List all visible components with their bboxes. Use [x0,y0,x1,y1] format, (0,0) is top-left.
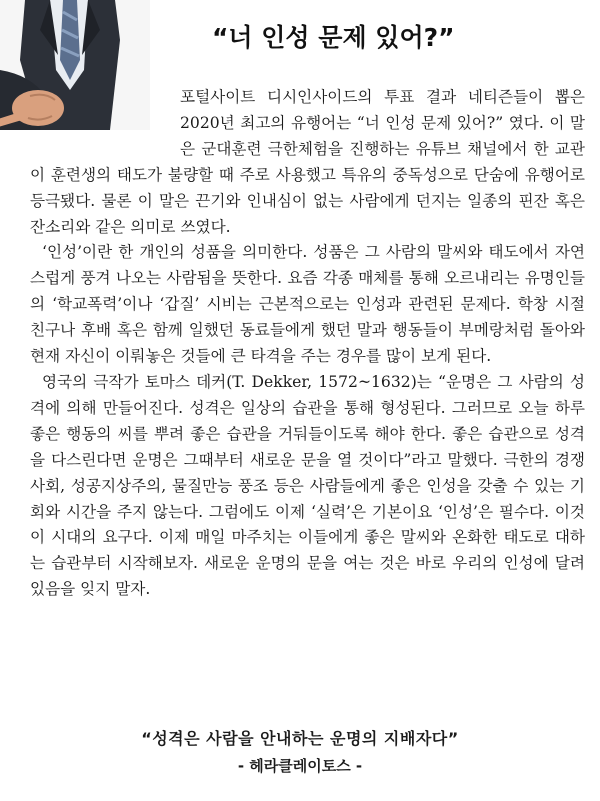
article-body [30,85,585,603]
paragraph-1: 포털사이트 디시인사이드의 투표 결과 네티즌들이 뽑은 2020년 최고의 유행어는 “너 인성 문제 있어?” 였다. 이 말은 군대훈련 극한체험을 진행하는 유튜브 채널에서 한 교관이 훈련생의 태도가 불량할 때 주로 사용했고 특유의 중독성으로 단숨에 유행어로 등극됐다. 물론 이 말은 끈기와 인내심이 없는 사람에게 던지는 일종의 핀잔 혹은 잔소리와 같은 의미로 쓰였다. [30,88,585,236]
photo-wrap-spacer [30,85,180,141]
closing-quote: “성격은 사람을 안내하는 운명의 지배자다” [141,729,459,748]
paragraph-3: 영국의 극작가 토마스 데커(T. Dekker, 1572~1632)는 “운명은 그 사람의 성격에 의해 만들어진다. 성격은 일상의 습관을 통해 형성된다. 그러므로 오늘 하루 좋은 행동의 씨를 뿌려 좋은 습관을 거둬들이도록 해야 한다. 좋은 습관으로 성격을 다스린다면 운명은 그때부터 새로운 문을 열 것이다”라고 말했다. 극한의 경쟁사회, 성공지상주의, 물질만능 풍조 등은 사람들에게 좋은 인성을 갖출 수 있는 기회와 시간을 주지 않는다. 그럼에도 이제 ‘실력’은 기본이요 ‘인성’은 필수다. 이것이 시대의 요구다. 이제 매일 마주치는 이들에게 좋은 말씨와 온화한 태도로 대하는 습관부터 시작해보자. 새로운 운명의 문을 여는 것은 바로 우리의 인성에 달려 있음을 잊지 말자. [30,372,585,599]
quote-block [0,725,600,779]
paragraph-2: ‘인성’이란 한 개인의 성품을 의미한다. 성품은 그 사람의 말씨와 태도에서 자연스럽게 풍겨 나오는 사람됨을 뜻한다. 요즘 각종 매체를 통해 오르내리는 유명인들의 ‘학교폭력’이나 ‘갑질’ 시비는 근본적으로는 인성과 관련된 문제다. 학창 시절 친구나 후배 혹은 함께 일했던 동료들에게 했던 말과 행동들이 부메랑처럼 돌아와 현재 자신이 이뤄놓은 것들에 큰 타격을 주는 경우를 많이 보게 된다. [30,243,585,366]
article-headline: “너 인성 문제 있어?” [212,23,455,52]
quote-attribution: - 헤라클레이토스 - [237,757,363,775]
